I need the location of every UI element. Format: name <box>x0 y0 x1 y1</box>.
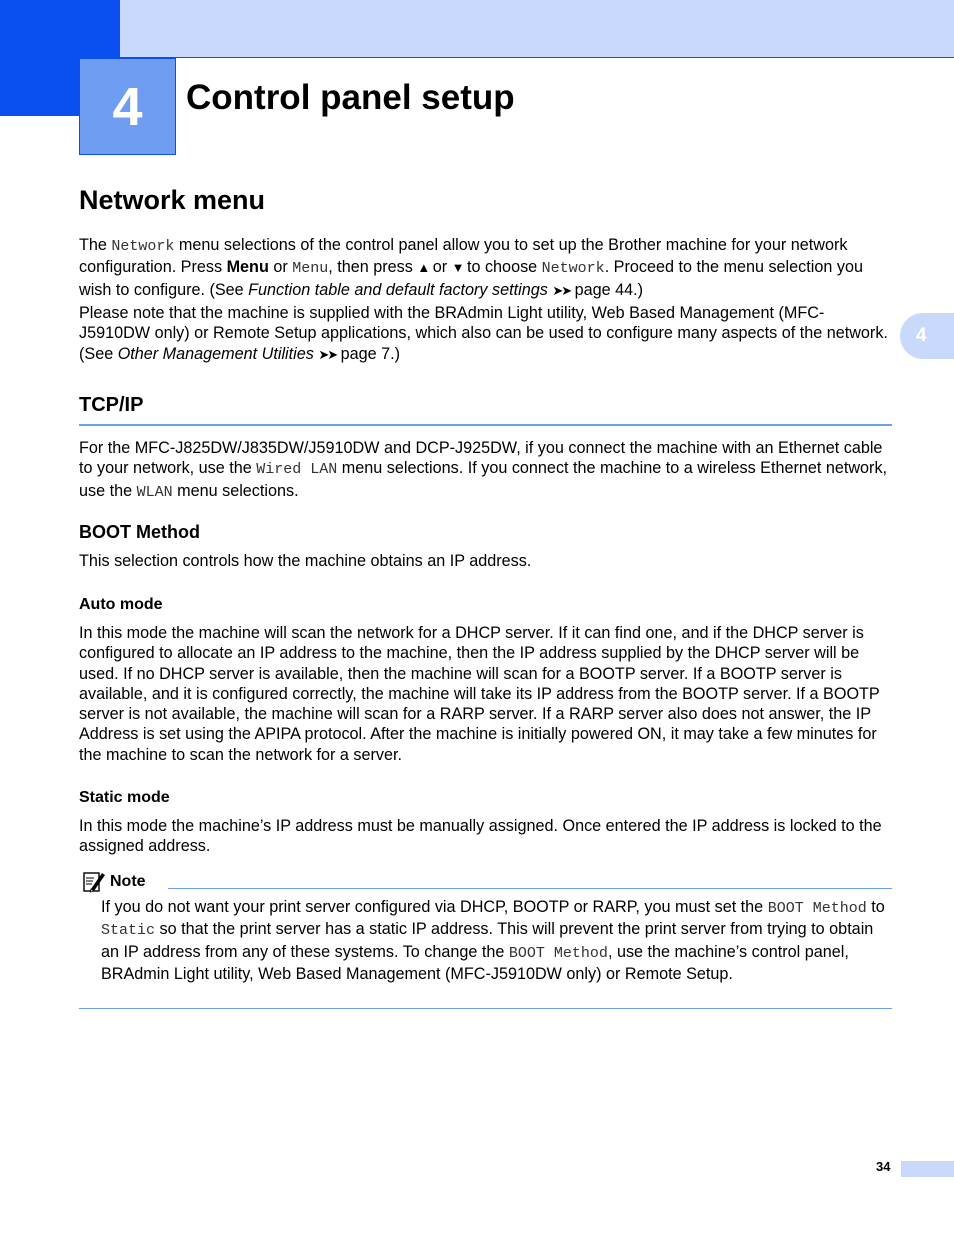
tcpip-paragraph <box>79 438 892 503</box>
section-title: Network menu <box>79 185 266 215</box>
note-pencil-icon <box>82 870 106 894</box>
static-mode-heading: Static mode <box>79 789 170 806</box>
note-label: Note <box>110 873 146 890</box>
text-run: If you do not want your print server configured via DHCP, BOOTP or RARP, you must set the <box>101 898 768 916</box>
header-band-light <box>120 0 954 58</box>
text-run: to <box>866 898 885 916</box>
page-ref-arrows-icon: ➤➤ <box>318 346 337 362</box>
note-rule-bottom <box>79 1008 892 1009</box>
auto-mode-paragraph: In this mode the machine will scan the network for a DHCP server. If it can find one, and if the DHCP server is configured to allocate an IP address to the machine, then the IP address supplied by the DHCP server will be used. If no DHCP server is available, then the machine will scan for a BOOTP server. If a BOOTP server is available, and it is configured correctly, the machine will take its IP address from the BOOTP server. If a BOOTP server is not available, the machine will scan for a RARP server. If a RARP server also does not answer, the IP Address is set using the APIPA protocol. After the machine is initially powered ON, it may take a few minutes for the machine to scan the network for a server. <box>79 624 880 764</box>
page-ref-arrows-icon: ➤➤ <box>552 282 571 298</box>
footer-bar <box>901 1161 954 1177</box>
header-band-line <box>120 57 954 58</box>
text-run: , use the machine’s control panel, BRAdmin Light utility, Web Based Management (MFC-J5910DW only) or Remote Setup. <box>101 942 849 983</box>
text-run: , then press <box>328 258 418 277</box>
text-run: or <box>268 258 293 277</box>
tcpip-heading-rule <box>79 424 892 426</box>
text-run: or <box>428 258 452 277</box>
note-rule-top <box>168 888 892 889</box>
note-text <box>101 897 892 984</box>
note-header <box>82 869 146 895</box>
text-run: page 44.) <box>570 280 644 299</box>
text-run: menu selections. If you connect the machine to a wireless Ethernet network, use the <box>79 459 888 500</box>
up-arrow-icon: ▲ <box>417 260 429 276</box>
boot-method-heading: BOOT Method <box>79 522 200 542</box>
text-run: The <box>79 236 112 254</box>
menu-code-network: Network <box>111 238 175 255</box>
tcpip-heading: TCP/IP <box>79 394 144 416</box>
text-run: menu selections. <box>172 481 299 500</box>
text-run: to choose <box>462 258 542 277</box>
page-number: 34 <box>876 1159 891 1174</box>
auto-mode-heading: Auto mode <box>79 596 163 613</box>
text-run: menu selections of the control panel allow you to set up the Brother machine for your network configuration. Press <box>79 236 848 277</box>
text-run: . Proceed to the menu selection you wish to configure. (See <box>79 258 863 299</box>
text-run: page 7.) <box>336 344 401 363</box>
menu-code-boot-method: BOOT Method <box>508 944 608 962</box>
chapter-title: Control panel setup <box>186 78 515 117</box>
text-run: For the MFC-J825DW/J835DW/J5910DW and DCP-J925DW, if you connect the machine with an Ethernet cable to your network, use the <box>79 439 883 478</box>
menu-code-wired-lan: Wired LAN <box>256 461 338 479</box>
text-run: so that the print server has a static IP address. This will prevent the print server from trying to obtain an IP address from any of these systems. To change the <box>101 920 874 961</box>
chapter-side-tab: 4 <box>900 313 954 359</box>
menu-code-network: Network <box>541 260 605 278</box>
down-arrow-icon: ▼ <box>451 260 463 276</box>
intro-paragraph-1 <box>79 235 892 301</box>
cross-reference-link[interactable]: Function table and default factory settings <box>248 280 548 299</box>
intro-paragraph-2 <box>79 303 892 365</box>
menu-code-static: Static <box>101 922 156 940</box>
menu-code-menu: Menu <box>292 260 329 278</box>
boot-method-description: This selection controls how the machine obtains an IP address. <box>79 552 532 570</box>
cross-reference-link[interactable]: Other Management Utilities <box>117 344 314 363</box>
chapter-number-box: 4 <box>79 58 176 155</box>
static-mode-paragraph: In this mode the machine’s IP address must be manually assigned. Once entered the IP address is locked to the assigned address. <box>79 817 882 856</box>
menu-code-wlan: WLAN <box>136 483 173 501</box>
menu-key-bold: Menu <box>226 258 269 277</box>
text-run: Please note that the machine is supplied with the BRAdmin Light utility, Web Based Management (MFC-J5910DW only) or Remote Setup applications, which also can be used to configure many aspects of the network. (See <box>79 304 888 363</box>
menu-code-boot-method: BOOT Method <box>767 900 867 917</box>
